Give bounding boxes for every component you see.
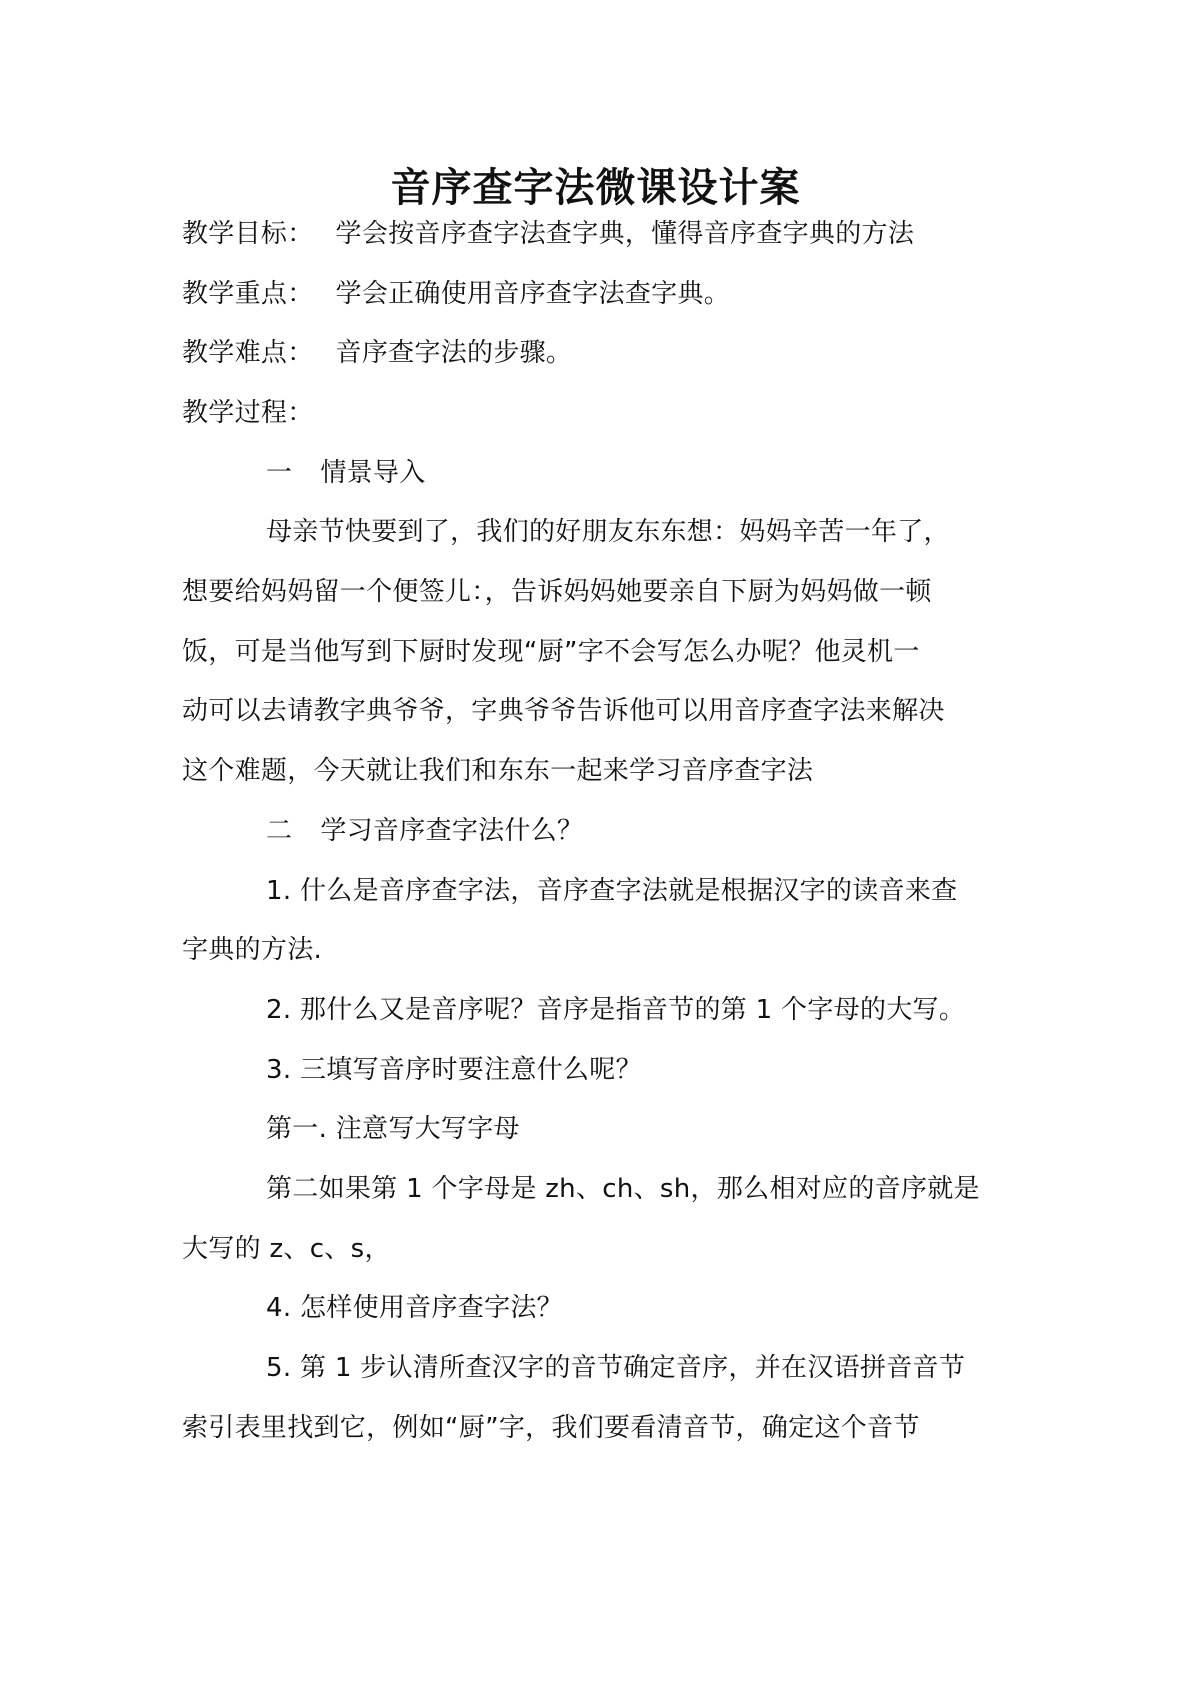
section1-number: 一 — [266, 458, 293, 488]
item3-line: 3. 三填写音序时要注意什么呢？ — [266, 1055, 642, 1085]
item1-line-continued: 字典的方法. — [182, 935, 323, 965]
note2-line: 第二如果第 1 个字母是 zh、ch、sh，那么相对应的音序就是 — [266, 1174, 980, 1204]
section1-para-line: 想要给妈妈留一个便签儿：，告诉妈妈她要亲自下厨为妈妈做一顿 — [182, 577, 932, 607]
teaching-goal-text: 学会按音序查字法查字典，懂得音序查字典的方法 — [335, 219, 915, 249]
teaching-key-line — [182, 276, 730, 312]
section1-heading — [266, 455, 426, 491]
section1-para-line: 动可以去请教字典爷爷，字典爷爷告诉他可以用音序查字法来解决 — [182, 696, 945, 726]
item1-line: 1. 什么是音序查字法，音序查字法就是根据汉字的读音来查 — [266, 876, 958, 906]
section2-heading — [266, 813, 583, 849]
item2-line: 2. 那什么又是音序呢？音序是指音节的第 1 个字母的大写。 — [266, 995, 966, 1025]
teaching-goal-label: 教学目标： — [182, 219, 314, 249]
note1-line: 第一. 注意写大写字母 — [266, 1114, 520, 1144]
item5-line-continued: 索引表里找到它，例如“厨”字，我们要看清音节，确定这个音节 — [182, 1413, 920, 1443]
teaching-key-label: 教学重点： — [182, 279, 314, 309]
section1-para-line: 这个难题，今天就让我们和东东一起来学习音序查字法 — [182, 756, 814, 786]
teaching-difficulty-line — [182, 335, 572, 371]
teaching-difficulty-text: 音序查字法的步骤。 — [335, 338, 573, 368]
teaching-process-label: 教学过程： — [182, 398, 314, 428]
teaching-key-text: 学会正确使用音序查字法查字典。 — [335, 279, 731, 309]
item5-line: 5. 第 1 步认清所查汉字的音节确定音序，并在汉语拼音音节 — [266, 1353, 966, 1383]
note2-line-continued: 大写的 z、c、s， — [182, 1234, 391, 1264]
section1-title: 情景导入 — [320, 458, 426, 488]
section1-para-line: 饭，可是当他写到下厨时发现“厨”字不会写怎么办呢？他灵机一 — [182, 637, 920, 667]
section2-number: 二 — [266, 816, 293, 846]
teaching-goal-line — [182, 216, 914, 252]
teaching-difficulty-label: 教学难点： — [182, 338, 314, 368]
item4-line: 4. 怎样使用音序查字法？ — [266, 1293, 563, 1323]
page-title: 音序查字法微课设计案 — [390, 164, 801, 211]
section1-para-line: 母亲节快要到了，我们的好朋友东东想：妈妈辛苦一年了， — [266, 517, 950, 547]
section2-title: 学习音序查字法什么？ — [320, 816, 584, 846]
